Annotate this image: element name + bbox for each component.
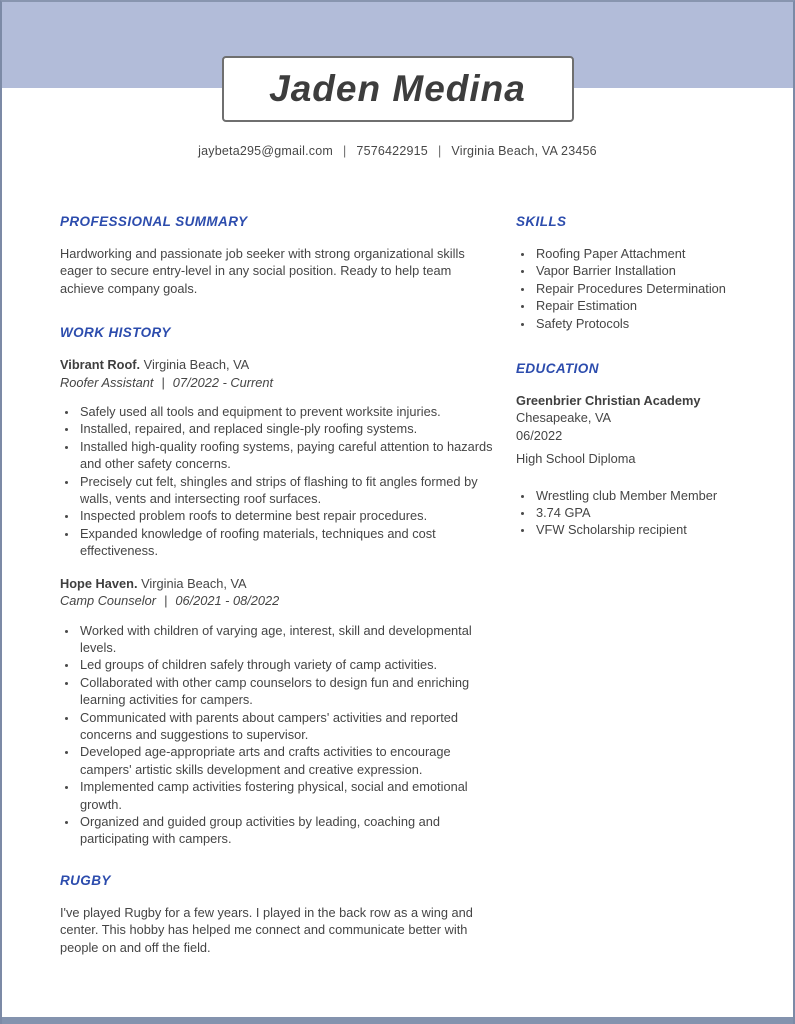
rugby-heading: RUGBY — [60, 872, 111, 888]
content-columns — [2, 214, 793, 956]
job-separator: | — [161, 374, 165, 390]
skill-item: • Vapor Barrier Installation — [534, 262, 774, 279]
section-professional-summary — [60, 214, 496, 297]
contact-line — [2, 144, 793, 158]
job-bullet: • Communicated with parents about campers' activities and reported concerns and suggestions to supervisor. — [78, 709, 496, 744]
job-bullet: • Collaborated with other camp counselors to design fun and enriching learning activities for campers. — [78, 674, 496, 709]
job-title-line — [60, 374, 496, 391]
candidate-name: Jaden Medina — [269, 68, 526, 109]
education-location: Chesapeake, VA — [516, 410, 612, 426]
work-history-heading: WORK HISTORY — [60, 325, 171, 341]
skills-list — [516, 245, 774, 332]
skill-item: • Safety Protocols — [534, 315, 774, 332]
job-company: Vibrant Roof. — [60, 357, 141, 373]
contact-separator: | — [437, 144, 442, 158]
professional-summary-heading: PROFESSIONAL SUMMARY — [60, 214, 248, 229]
skill-item: • Repair Procedures Determination — [534, 280, 774, 297]
contact-phone: 7576422915 — [356, 144, 428, 158]
job-bullet: • Installed high-quality roofing systems, paying careful attention to hazards and other safety concerns. — [78, 438, 496, 473]
education-bullet: • 3.74 GPA — [534, 504, 774, 521]
section-rugby — [60, 873, 496, 956]
contact-location: Virginia Beach, VA 23456 — [451, 144, 597, 158]
job-bullet: • Precisely cut felt, shingles and strips of flashing to fit angles formed by walls, vents and intersecting roof surfaces. — [78, 473, 496, 508]
right-column — [516, 214, 774, 956]
job-bullet: • Organized and guided group activities by leading, coaching and participating with campers. — [78, 813, 496, 848]
job-company-line — [60, 575, 496, 592]
skill-item: • Roofing Paper Attachment — [534, 245, 774, 262]
job-location: Virginia Beach, VA — [141, 575, 247, 591]
job-dates: 06/2021 - 08/2022 — [175, 593, 280, 609]
job-company-line — [60, 356, 496, 373]
education-bullet: • Wrestling club Member Member — [534, 487, 774, 504]
section-work-history — [60, 325, 496, 848]
education-school: Greenbrier Christian Academy — [516, 393, 701, 409]
name-box — [222, 56, 574, 122]
left-column — [60, 214, 496, 956]
job-bullet: • Worked with children of varying age, interest, skill and developmental levels. — [78, 622, 496, 657]
job-bullet: • Expanded knowledge of roofing materials, techniques and cost effectiveness. — [78, 525, 496, 560]
job-bullet: • Implemented camp activities fostering physical, social and emotional growth. — [78, 778, 496, 813]
education-degree: High School Diploma — [516, 451, 636, 467]
rugby-text: I've played Rugby for a few years. I played in the back row as a wing and center. This hobby has helped me connect and communicate better with people on and off the field. — [60, 904, 473, 955]
skill-item: • Repair Estimation — [534, 297, 774, 314]
job-dates: 07/2022 - Current — [172, 374, 274, 390]
job-company: Hope Haven. — [60, 575, 138, 591]
footer-bar — [2, 1017, 793, 1024]
job-title: Camp Counselor — [60, 593, 157, 609]
job-bullet: • Developed age-appropriate arts and crafts activities to encourage campers' artistic skills development and creative expression. — [78, 743, 496, 778]
job-location: Virginia Beach, VA — [143, 357, 250, 373]
job-bullet: • Led groups of children safely through variety of camp activities. — [78, 656, 496, 673]
education-heading: EDUCATION — [516, 361, 599, 377]
job-separator: | — [164, 593, 168, 609]
contact-separator: | — [342, 144, 347, 158]
skills-heading: SKILLS — [516, 214, 567, 229]
job-bullet: • Installed, repaired, and replaced single-ply roofing systems. — [78, 420, 496, 437]
contact-email: jaybeta295@gmail.com — [198, 144, 333, 158]
education-date: 06/2022 — [516, 427, 563, 443]
job-bullet-list — [60, 622, 496, 848]
job-title: Roofer Assistant — [60, 374, 154, 390]
job-entry — [60, 575, 496, 848]
job-entry — [60, 356, 496, 559]
section-skills — [516, 214, 774, 332]
professional-summary-text: Hardworking and passionate job seeker with strong organizational skills eager to secure entry-level in any social position. Ready to help team achieve company goals. — [60, 246, 465, 296]
education-bullet-list — [516, 487, 774, 539]
job-bullet-list — [60, 403, 496, 560]
job-title-line — [60, 592, 496, 609]
job-bullet: • Inspected problem roofs to determine best repair procedures. — [78, 507, 496, 524]
education-bullet: • VFW Scholarship recipient — [534, 521, 774, 538]
section-education — [516, 361, 774, 539]
job-bullet: • Safely used all tools and equipment to prevent worksite injuries. — [78, 403, 496, 420]
